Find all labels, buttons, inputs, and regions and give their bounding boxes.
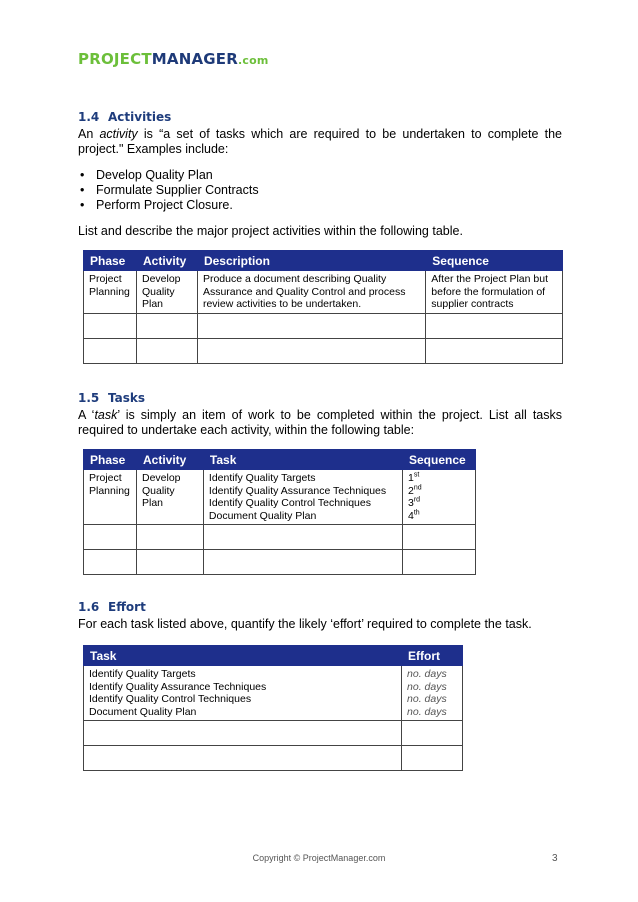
cell-line: Assurance and Quality Control and process — [202, 285, 406, 298]
empty-cell[interactable] — [403, 550, 476, 575]
effort-value: no. days — [407, 705, 447, 718]
tasks-table — [83, 449, 476, 575]
column-header-effort: Effort — [402, 646, 463, 666]
activities-intro — [78, 127, 562, 157]
empty-cell[interactable] — [136, 339, 197, 364]
table-row-empty — [84, 746, 463, 771]
table-header-row — [84, 450, 476, 470]
cell-sequence — [403, 470, 476, 525]
effort-value: no. days — [407, 668, 447, 680]
sequence-number: 2 — [408, 484, 414, 497]
table-row-empty — [84, 550, 476, 575]
sequence-number: 4 — [408, 509, 414, 522]
activities-table — [83, 250, 563, 364]
sequence-suffix: rd — [413, 496, 421, 504]
empty-cell[interactable] — [84, 339, 137, 364]
tasks-intro — [78, 408, 562, 438]
intro-text: ’ is simply an item of work to be completed within the project. List all tasks required to undertake each activity, within the following table: — [78, 408, 562, 437]
list-item: • Perform Project Closure. — [78, 198, 259, 213]
sequence-suffix: nd — [413, 484, 422, 491]
cell-line: Project — [89, 273, 122, 285]
column-header-activity: Activity — [136, 450, 203, 470]
empty-cell[interactable] — [426, 339, 563, 364]
cell-line: Quality — [141, 285, 175, 298]
column-header-description: Description — [197, 251, 425, 271]
column-header-activity: Activity — [136, 251, 197, 271]
logo-part-com: .com — [237, 54, 269, 67]
cell-line: Identify Quality Assurance Techniques — [89, 680, 267, 693]
empty-cell[interactable] — [402, 721, 463, 746]
sequence-number: 1 — [408, 472, 414, 484]
empty-cell[interactable] — [84, 550, 137, 575]
cell-line: Document Quality Plan — [208, 509, 317, 522]
column-header-phase: Phase — [84, 450, 137, 470]
cell-line: Planning — [89, 484, 130, 497]
column-header-sequence: Sequence — [403, 450, 476, 470]
empty-cell[interactable] — [403, 525, 476, 550]
empty-cell[interactable] — [136, 525, 203, 550]
empty-cell[interactable] — [84, 721, 402, 746]
activity-examples-list — [78, 168, 259, 213]
section-heading-activities — [78, 110, 171, 124]
section-title: Activities — [108, 110, 172, 124]
cell-line: Plan — [141, 298, 163, 310]
logo-part-project: PROJECT — [78, 50, 152, 68]
column-header-sequence: Sequence — [426, 251, 563, 271]
table-row — [84, 271, 563, 314]
effort-value: no. days — [407, 680, 447, 693]
effort-intro: For each task listed above, quantify the likely ‘effort’ required to complete the task. — [78, 617, 532, 631]
sequence-suffix: st — [413, 471, 420, 479]
section-heading-effort — [78, 600, 146, 614]
empty-cell[interactable] — [402, 746, 463, 771]
section-number: 1.5 — [78, 391, 100, 405]
cell-line: Identify Quality Assurance Techniques — [208, 484, 387, 497]
cell-phase — [84, 470, 137, 525]
cell-description — [197, 271, 425, 314]
cell-line: Develop — [141, 273, 181, 285]
empty-cell[interactable] — [136, 314, 197, 339]
table-row — [84, 470, 476, 525]
column-header-task: Task — [84, 646, 402, 666]
section-number: 1.4 — [78, 110, 100, 124]
sequence-number: 3 — [408, 497, 414, 509]
empty-cell[interactable] — [197, 339, 425, 364]
effort-value: no. days — [407, 693, 447, 705]
empty-cell[interactable] — [84, 746, 402, 771]
cell-line: Identify Quality Control Techniques — [208, 497, 371, 509]
table-row-empty — [84, 314, 563, 339]
cell-line: Identify Quality Control Techniques — [89, 693, 252, 705]
cell-line: Plan — [141, 497, 163, 509]
cell-tasks — [84, 666, 402, 721]
cell-phase — [84, 271, 137, 314]
cell-effort — [402, 666, 463, 721]
cell-line: Identify Quality Targets — [208, 472, 316, 484]
list-item: • Develop Quality Plan — [78, 168, 259, 183]
footer-copyright: Copyright © ProjectManager.com — [252, 853, 386, 863]
cell-line: supplier contracts — [431, 298, 514, 310]
logo-part-manager: MANAGER — [151, 50, 238, 68]
intro-text: An — [78, 127, 100, 141]
cell-sequence — [426, 271, 563, 314]
empty-cell[interactable] — [203, 550, 402, 575]
table-header-row — [84, 251, 563, 271]
empty-cell[interactable] — [136, 550, 203, 575]
table-row — [84, 666, 463, 721]
section-heading-tasks — [78, 391, 145, 405]
section-title: Tasks — [108, 391, 146, 405]
intro-emphasis: task — [94, 408, 118, 422]
intro-emphasis: activity — [99, 127, 138, 141]
cell-line: After the Project Plan but — [431, 273, 548, 285]
projectmanager-logo — [78, 50, 269, 68]
section-number: 1.6 — [78, 600, 100, 614]
cell-line: review activities to be undertaken. — [202, 298, 362, 310]
cell-line: Produce a document describing Quality — [202, 273, 387, 285]
column-header-task: Task — [203, 450, 402, 470]
cell-activity — [136, 271, 197, 314]
empty-cell[interactable] — [84, 525, 137, 550]
table-row-empty — [84, 721, 463, 746]
intro-text: is “a set of tasks which are required to be undertaken to complete the project." Examples include: — [78, 127, 562, 156]
table-header-row — [84, 646, 463, 666]
cell-activity — [136, 470, 203, 525]
section-title: Effort — [108, 600, 146, 614]
cell-tasks — [203, 470, 402, 525]
sequence-suffix: th — [413, 509, 420, 516]
page-number: 3 — [552, 853, 558, 864]
cell-line: Develop — [141, 472, 181, 484]
list-item: • Formulate Supplier Contracts — [78, 183, 259, 198]
cell-line: before the formulation of — [431, 285, 546, 298]
table-row-empty — [84, 339, 563, 364]
cell-line: Project — [89, 472, 122, 484]
cell-line: Planning — [89, 285, 130, 298]
empty-cell[interactable] — [84, 314, 137, 339]
cell-line: Document Quality Plan — [89, 705, 197, 718]
empty-cell[interactable] — [426, 314, 563, 339]
empty-cell[interactable] — [197, 314, 425, 339]
cell-line: Quality — [141, 484, 175, 497]
empty-cell[interactable] — [203, 525, 402, 550]
effort-table — [83, 645, 463, 771]
cell-line: Identify Quality Targets — [89, 668, 196, 680]
column-header-phase: Phase — [84, 251, 137, 271]
table-row-empty — [84, 525, 476, 550]
activities-list-instruction: List and describe the major project activities within the following table. — [78, 224, 463, 238]
intro-text: A ‘ — [78, 408, 95, 422]
